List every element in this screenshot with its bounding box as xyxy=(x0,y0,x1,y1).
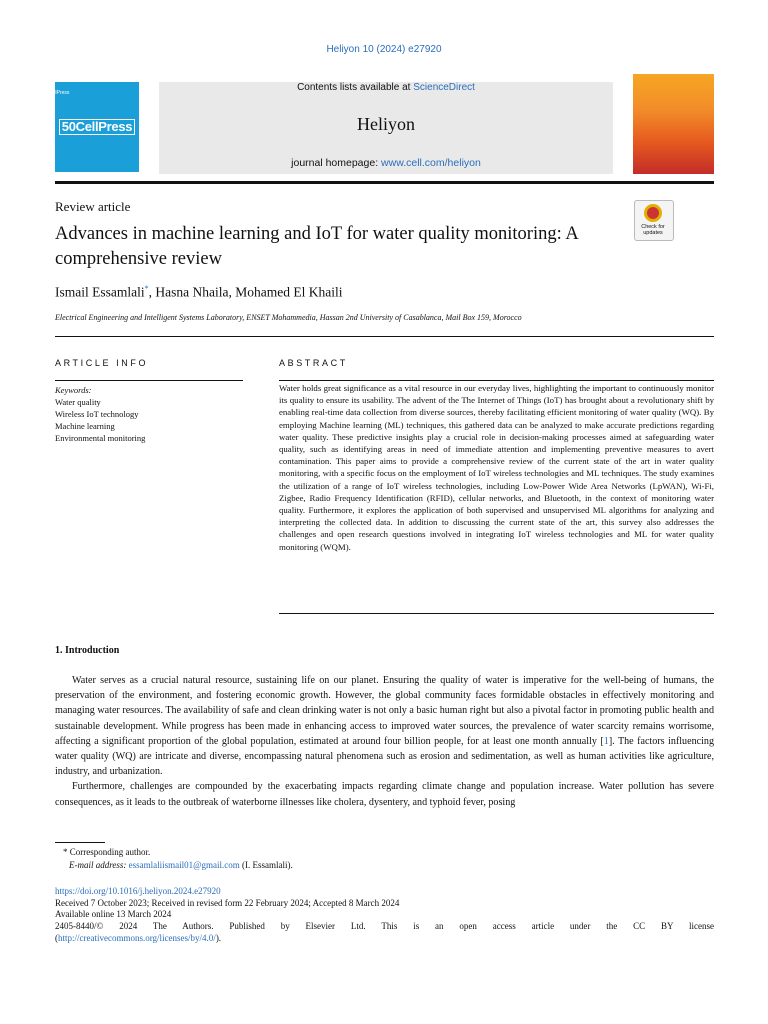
journal-cover-image[interactable] xyxy=(633,74,714,174)
cover-publisher: CellPress xyxy=(48,90,70,96)
available-online: Available online 13 March 2024 xyxy=(55,909,172,920)
bookmark-icon xyxy=(647,207,659,219)
footnote-text: Corresponding author. xyxy=(67,847,151,857)
author-list xyxy=(55,284,342,301)
citation-link[interactable]: 1 xyxy=(603,735,609,747)
paragraph: Water serves as a crucial natural resource, sustaining life on our planet. Ensuring the quality of water is imperative for the well-being of humans, the preservation of the environment, and fostering economic growth. However, the global community faces formidable obstacles in effectively monitoring and managing water resources. The availability of safe and clean drinking water is not only a basic human right but also a pivotal factor in promoting public health and sustainable development. While progress has been made in enhancing access to improved water sources, the prevalence of water scarcity remains worrisome, affecting a significant proportion of the global population, estimated at around four billion people, for at least one month annually [1]. The factors influencing water quality (WQ) are intricate and diverse, encompassing natural phenomena such as erosion and sedimentation, as well as human activities like agriculture, industry, and urbanization. xyxy=(55,675,714,778)
divider xyxy=(55,380,243,381)
affiliation: Electrical Engineering and Intelligent Systems Laboratory, ENSET Mohammedia, Hassan 2nd University of Casablanca, Mail Box 159, Morocco xyxy=(55,313,522,322)
journal-reference[interactable] xyxy=(0,44,768,55)
footnotes: * Corresponding author. E-mail address: essamlaliismail01@gmail.com (I. Essamlali). xyxy=(63,847,293,870)
keyword: Machine learning xyxy=(55,421,115,431)
paragraph: Furthermore, challenges are compounded by the exacerbating impacts regarding climate change and population increase. Water pollution has severe consequences, as it leads to the outbreak of waterborne illnesses like cholera, dysentery, and typhoid fever, posing xyxy=(55,781,714,808)
keywords-block xyxy=(55,384,145,444)
keyword: Environmental monitoring xyxy=(55,433,146,443)
journal-name: Heliyon xyxy=(357,114,415,134)
divider xyxy=(279,380,714,381)
publication-metadata: https://doi.org/10.1016/j.heliyon.2024.e27920 Received 7 October 2023; Received in revised form 22 February 2024; Accepted 8 March 2024 Available online 13 March 2024 2405-8440/© 2024 The Authors. Published by Elsevier Ltd. This is an open access article under the CC BY license (http://creativecommons.org/licenses/by/4.0/). xyxy=(55,886,714,943)
cellpress-logo: 50CellPress xyxy=(59,119,135,135)
article-title: Advances in machine learning and IoT for water quality monitoring: A comprehensive review xyxy=(55,224,578,269)
doi-link[interactable]: https://doi.org/10.1016/j.heliyon.2024.e27920 xyxy=(55,886,221,896)
check-updates-label: Check for updates xyxy=(641,224,665,236)
email-link[interactable]: essamlaliismail01@gmail.com xyxy=(128,860,240,870)
abstract-text: Water holds great significance as a vital resource in our everyday lives, highlighting the important to continuously monitor its quality to ensure its usability. The advent of the The Internet of Things (IoT) has brought about a revolutionary shift by enabling real-time data collection from diverse sources, thereby facilitating efficient monitoring of water quality (WQ). By employing Machine learning (ML) techniques, this gathered data can be analyzed to make accurate predictions regarding water quality. These predictive insights play a crucial role in decision-making processes aimed at safeguarding water quality, such as identifying areas in need of immediate attention and implementing preventive measures to avert contamination. This paper aims to provide a comprehensive review of the current state of the art in water quality monitoring, with a specific focus on the employment of IoT wireless technologies and ML techniques. The study examines the utilization of a range of IoT wireless technologies, including Low-Power Wide Area Networks (LpWAN), Wi-Fi, Zigbee, Radio Frequency Identification (RFID), cellular networks, and Bluetooth, in the context of monitoring water quality. Furthermore, it explores the application of both supervised and unsupervised ML algorithms for analyzing and interpreting the collected data. In addition to discussing the current state of the art, this survey also addresses the challenges and open research questions involved in integrating IoT wireless technologies and ML for water quality monitoring (WQM). xyxy=(279,383,714,552)
journal-reference-link[interactable]: Heliyon 10 (2024) e27920 xyxy=(326,44,442,55)
sciencedirect-link[interactable]: ScienceDirect xyxy=(413,82,475,93)
history-dates: Received 7 October 2023; Received in revised form 22 February 2024; Accepted 8 March 2024 xyxy=(55,897,400,908)
author-name[interactable]: , Mohamed El Khaili xyxy=(228,284,343,300)
license-line: 2405-8440/© 2024 The Authors. Published by Elsevier Ltd. This is an open access article under the CC BY license xyxy=(55,921,714,932)
keyword: Wireless IoT technology xyxy=(55,409,139,419)
contents-line: Contents lists available at ScienceDirect xyxy=(297,82,475,93)
divider xyxy=(55,336,714,337)
author-name[interactable]: , Hasna Nhaila xyxy=(148,284,229,300)
keywords-label: Keywords: xyxy=(55,385,92,395)
corresponding-author-mark[interactable]: * xyxy=(144,284,149,293)
homepage-link[interactable]: www.cell.com/heliyon xyxy=(381,157,481,169)
cover-letter: H xyxy=(24,28,56,75)
journal-homepage: journal homepage: www.cell.com/heliyon xyxy=(291,157,481,169)
email-label: E-mail address: xyxy=(69,860,127,870)
article-info-heading: ARTICLE INFO xyxy=(55,358,149,368)
cover-title: Heliyon xyxy=(4,3,37,13)
abstract-heading: ABSTRACT xyxy=(279,358,348,368)
license-link[interactable]: http://creativecommons.org/licenses/by/4.0/ xyxy=(58,932,216,943)
section-heading: 1. Introduction xyxy=(55,645,120,656)
header-divider xyxy=(55,181,714,184)
divider xyxy=(279,613,714,614)
footnote-divider xyxy=(55,842,105,843)
footnote-mark: * xyxy=(63,847,68,857)
keyword: Water quality xyxy=(55,397,101,407)
article-type: Review article xyxy=(55,199,131,214)
body-text xyxy=(55,673,714,810)
author-name[interactable]: Ismail Essamlali xyxy=(55,284,145,300)
